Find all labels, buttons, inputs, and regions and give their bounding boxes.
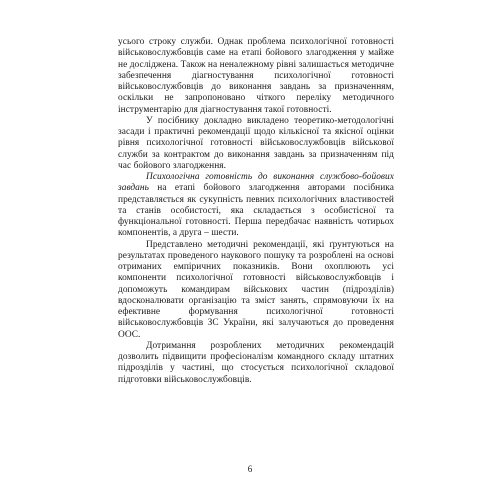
paragraph-2: У посібнику докладно викладено теоретико-методологічні засади і практичні рекомендації щодо кількісної та якісної оцінки рівня психологічної готовності військовослужбовців військової служби за контрактом до виконання завдань за призначенням під час бойового злагодження. <box>118 115 394 171</box>
paragraph-3 <box>118 172 394 240</box>
paragraph-1: усього строку служби. Однак проблема психологічної готовності військовослужбовців саме на етапі бойового злагодження у майже не досліджена. Також на неналежному рівні залишається методичне забезпечення діагностування психологічної готовності військовослужбовців до виконання завдань за призначенням, оскільки не запропоновано чіткого переліку методичного інструментарію для діагностування такої готовності. <box>118 37 394 115</box>
page-number: 6 <box>247 464 253 474</box>
paragraph-5: Дотримання розроблених методичних рекомендацій дозволить підвищити професіоналізм командного складу штатних підрозділів у частині, що стосується психологічної складової підготовки військовослужбовців. <box>118 340 394 385</box>
paragraph-3-italic-lead: Психологічна готовність до виконання службово-бойових завдань <box>118 172 394 194</box>
paragraph-3-text: на етапі бойового злагодження авторами посібника представляється як сукупність певних психологічних властивостей та станів особистості, яка складається з особистісної та функціональної готовності. Перша передбачає наявність чотирьох компонентів, а друга – шести. <box>118 183 394 239</box>
body-text <box>118 37 394 386</box>
paragraph-4: Представлено методичні рекомендації, які ґрунтуються на результатах проведеного наукового пошуку та розроблені на основі отриманих емпіричних показників. Вони охоплюють усі компоненти психологічної готовності військовослужбовців і допоможуть командирам військових частин (підрозділів) вдосконалювати організацію та зміст занять, спрямовуючи їх на ефективне формування психологічної готовності військовослужбовців ЗС України, які залучаються до проведення ООС. <box>118 239 394 340</box>
